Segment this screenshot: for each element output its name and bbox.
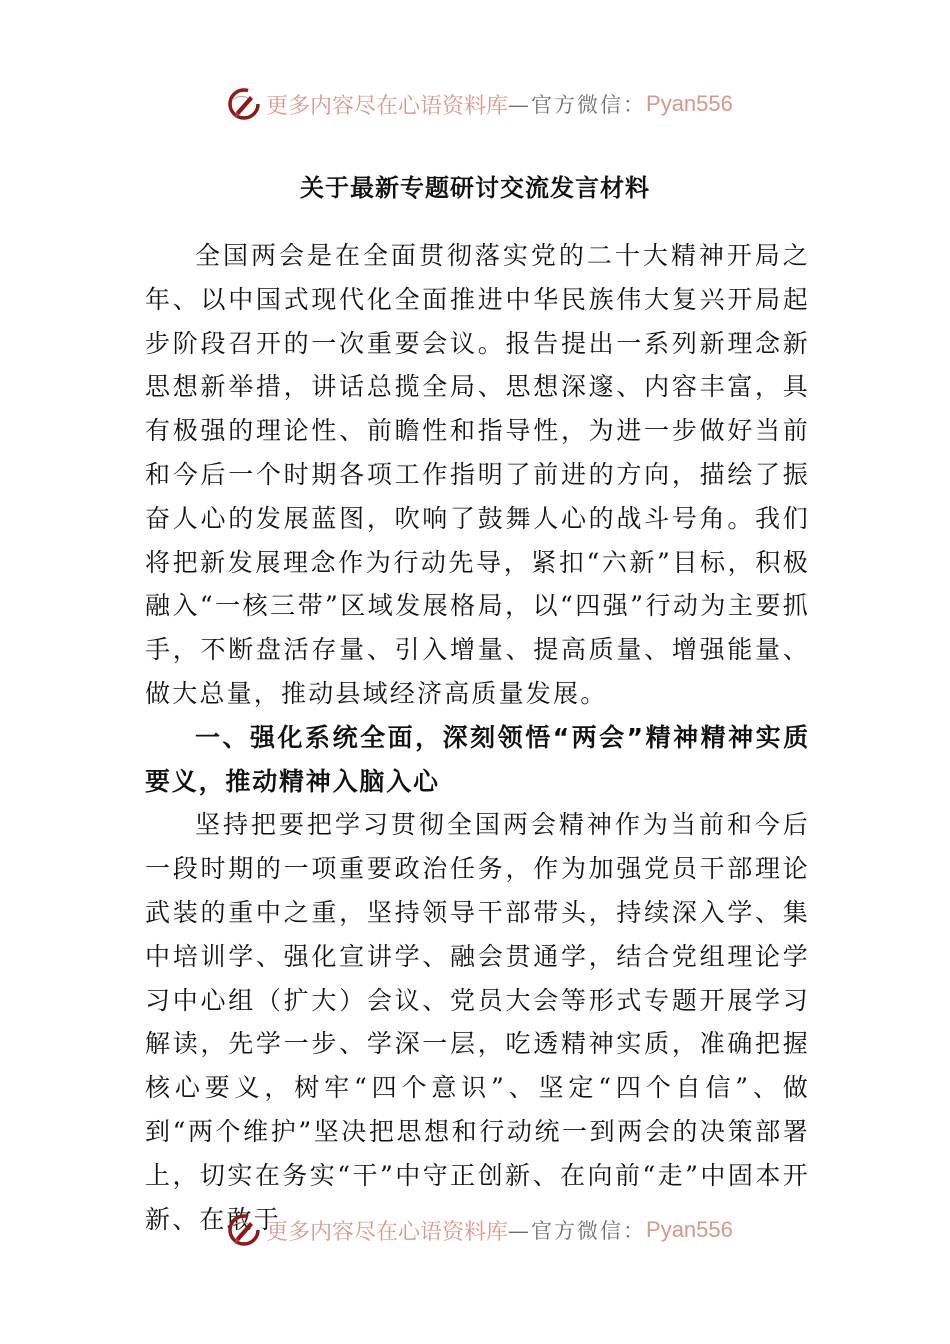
watermark-wechat-label: —官方微信： xyxy=(508,93,647,117)
footer-watermark xyxy=(226,1210,733,1250)
watermark-wechat-id: Pyan556 xyxy=(646,1217,733,1242)
watermark-wechat-label: —官方微信： xyxy=(508,1219,647,1243)
intro-paragraph: 全国两会是在全面贯彻落实党的二十大精神开局之年、以中国式现代化全面推进中华民族伟大复兴开局起步阶段召开的一次重要会议。报告提出一系列新理念新思想新举措，讲话总揽全局、思想深邃、内容丰富，具有极强的理论性、前瞻性和指导性，为进一步做好当前和今后一个时期各项工作指明了前进的方向，描绘了振奋人心的发展蓝图，吹响了鼓舞人心的战斗号角。我们将把新发展理念作为行动先导，紧扣“六新”目标，积极融入“一核三带”区域发展格局，以“四强”行动为主要抓手，不断盘活存量、引入增量、提高质量、增强能量、做大总量，推动县域经济高质量发展。 xyxy=(145,241,810,708)
watermark-wechat-id: Pyan556 xyxy=(646,91,733,116)
document-body xyxy=(145,234,810,1241)
quill-pen-logo-icon xyxy=(226,86,262,122)
document-title: 关于最新专题研讨交流发言材料 xyxy=(300,174,650,202)
quill-pen-logo-icon xyxy=(226,1212,262,1248)
header-watermark xyxy=(226,84,733,124)
section-heading-1: 一、强化系统全面，深刻领悟“两会”精神精神实质要义，推动精神入脑入心 xyxy=(145,722,810,796)
section-1-paragraph: 坚持把要把学习贯彻全国两会精神作为当前和今后一段时期的一项重要政治任务，作为加强党员干部理论武装的重中之重，坚持领导干部带头，持续深入学、集中培训学、强化宣讲学、融会贯通学，结合党组理论学习中心组（扩大）会议、党员大会等形式专题开展学习解读，先学一步、学深一层，吃透精神实质，准确把握核心要义，树牢“四个意识”、坚定“四个自信”、做到“两个维护”坚决把思想和行动统一到两会的决策部署上，切实在务实“干”中守正创新、在向前“走”中固本开新、在敢于 xyxy=(145,810,810,1234)
watermark-site-text: 更多内容尽在心语资料库 xyxy=(266,1219,509,1245)
watermark-site-text: 更多内容尽在心语资料库 xyxy=(266,93,509,119)
